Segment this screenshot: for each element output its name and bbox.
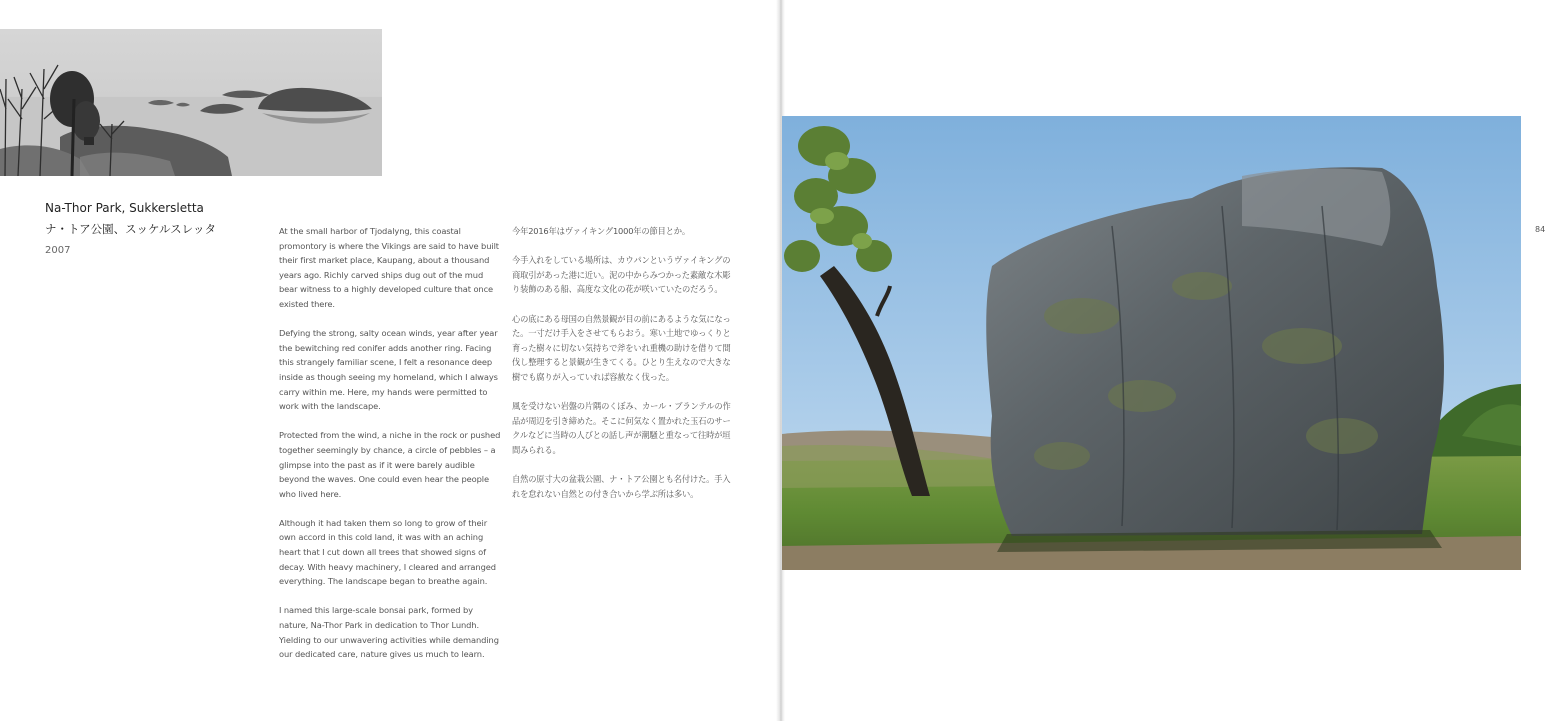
- paragraph-jp: 今手入れをしている場所は、カウパンというヴァイキングの商取引があった港に近い。泥の中からみつかった素敵な木彫り装飾のある船、高度な文化の花が咲いていたのだろう。: [512, 255, 731, 295]
- left-page: [0, 0, 779, 721]
- photo-caption: [45, 199, 255, 260]
- caption-year: 2007: [45, 245, 71, 256]
- caption-title-en: Na-Thor Park, Sukkersletta: [45, 201, 204, 215]
- paragraph-en: Protected from the wind, a niche in the rock or pushed together seemingly by chance, a circle of pebbles – a glimpse into the past as if it were barely audible beyond the waves. One could even hear the people who lived here.: [279, 430, 501, 499]
- paragraph-jp: 心の底にある母国の自然景観が目の前にあるような気になった。一寸だけ手入をさせてもらおう。寒い土地でゆっくりと育った樹々に切ない気持ちで斧をいれ重機の助けを借りて間伐し整理すると景観が生きてくる。ひとり生えなので大きな樹でも腐りが入っていれば容赦なく伐った。: [512, 313, 731, 382]
- paragraph-jp: 風を受けない岩盤の片隅のくぼみ、カール・ブランテルの作品が周辺を引き締めた。そこに何気なく置かれた玉石のサークルなどに当時の人びとの話し声が潮騒と重なって往時が垣間みられる。: [512, 401, 731, 455]
- paragraph-en: Defying the strong, salty ocean winds, year after year the bewitching red conifer adds another ring. Facing this strangely familiar scene, I felt a resonance deep inside as though seeing my homeland, which I always carry within me. Here, my hands were permitted to work with the landscape.: [279, 328, 498, 412]
- paragraph-en: At the small harbor of Tjodalyng, this coastal promontory is where the Vikings are said to have built their first market place, Kaupang, about a thousand years ago. Richly carved ships dug out of the mud bear witness to a highly developed culture that once existed there.: [279, 226, 499, 309]
- paragraph-en: Although it had taken them so long to grow of their own accord in this cold land, it was with an aching heart that I cut down all trees that showed signs of decay. With heavy machinery, I cleared and arranged everything. The landscape began to breathe again.: [279, 517, 496, 587]
- paragraph-jp: 今年2016年はヴァイキング1000年の節目とか。: [512, 226, 690, 236]
- right-page: [785, 0, 1565, 721]
- page-number: 84: [1535, 225, 1546, 234]
- paragraph-jp: 自然の原寸大の盆栽公園、ナ・トア公園とも名付けた。手入れを怠れない自然との付き合いから学ぶ所は多い。: [512, 474, 731, 499]
- paragraph-en: I named this large-scale bonsai park, formed by nature, Na-Thor Park in dedication to Thor Lundh. Yielding to our unwavering activities while demanding our dedicated care, nature gives us much to learn.: [279, 605, 499, 660]
- japanese-text-column: [512, 224, 738, 516]
- misty-coastal-landscape-photo: [0, 29, 382, 176]
- caption-title-jp: ナ・トア公園、スッケルスレッタ: [45, 222, 217, 236]
- granite-boulder-sculpture-photo: [782, 116, 1521, 570]
- english-text-column: [279, 224, 503, 676]
